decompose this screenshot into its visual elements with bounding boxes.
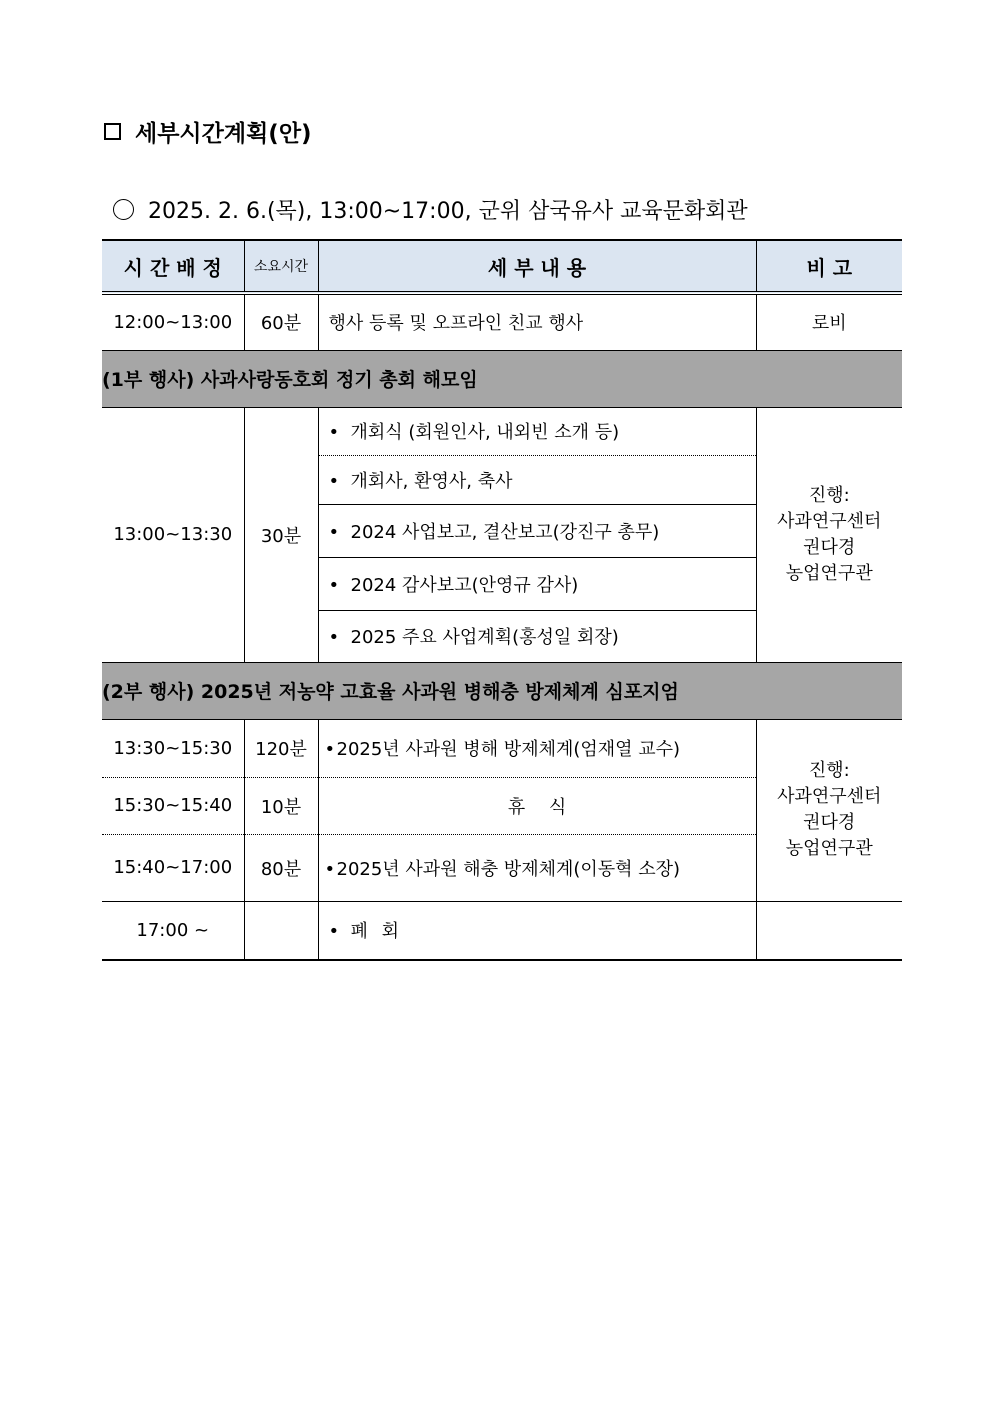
bullet-icon: • xyxy=(328,470,340,492)
note-line: 진행: xyxy=(808,484,850,506)
bullet-icon: • xyxy=(324,739,336,760)
agenda-item: 개회식 (회원인사, 내외빈 소개 등) xyxy=(350,422,620,443)
duration-cell xyxy=(244,901,318,960)
header-time: 시 간 배 정 xyxy=(102,240,244,293)
note-cell xyxy=(756,719,902,901)
agenda-item: 개회사, 환영사, 축사 xyxy=(350,470,513,492)
note-line: 농업연구관 xyxy=(785,562,873,584)
note-cell xyxy=(756,407,902,662)
agenda-item: 2024 감사보고(안영규 감사) xyxy=(350,574,579,596)
duration-cell: 120분 xyxy=(244,719,318,777)
table-row xyxy=(102,407,902,455)
section-row-part2 xyxy=(102,662,902,719)
content-cell: 휴 식 xyxy=(318,777,756,834)
table-row xyxy=(102,293,902,350)
section-title: (2부 행사) 2025년 저농약 고효율 사과원 병해충 방제체계 심포지엄 xyxy=(102,662,902,719)
session-title: 2025년 사과원 해충 방제체계(이동혁 소장) xyxy=(336,858,681,880)
section-row-part1 xyxy=(102,350,902,407)
content-cell xyxy=(318,407,756,455)
table-row xyxy=(102,719,902,777)
note-cell xyxy=(756,901,902,960)
bullet-icon: • xyxy=(328,627,340,648)
content-cell xyxy=(318,719,756,777)
bullet-icon: • xyxy=(328,921,340,943)
time-cell: 15:40~17:00 xyxy=(102,834,244,901)
heading-text: 세부시간계획(안) xyxy=(135,120,312,147)
time-cell: 13:30~15:30 xyxy=(102,719,244,777)
note-line: 사과연구센터 xyxy=(777,510,882,532)
circle-bullet-icon xyxy=(113,199,134,220)
content-cell xyxy=(318,901,756,960)
header-duration: 소요시간 xyxy=(244,240,318,293)
bullet-icon: • xyxy=(328,574,340,596)
closing-text: 폐 회 xyxy=(350,921,399,943)
content-cell xyxy=(318,504,756,557)
section-heading xyxy=(104,113,312,149)
note-cell: 로비 xyxy=(756,293,902,350)
time-cell: 12:00~13:00 xyxy=(102,293,244,350)
event-info-line xyxy=(113,192,748,226)
agenda-item: 2024 사업보고, 결산보고(강진구 총무) xyxy=(350,521,660,543)
duration-cell: 30분 xyxy=(244,407,318,662)
bullet-icon: • xyxy=(324,858,336,880)
content-cell: 행사 등록 및 오프라인 친교 행사 xyxy=(318,293,756,350)
header-note: 비 고 xyxy=(756,240,902,293)
bullet-icon: • xyxy=(328,521,340,543)
content-cell xyxy=(318,610,756,662)
time-cell: 17:00 ~ xyxy=(102,901,244,960)
table-row xyxy=(102,901,902,960)
content-cell xyxy=(318,834,756,901)
note-line: 사과연구센터 xyxy=(777,786,882,807)
content-cell xyxy=(318,557,756,610)
note-line: 권다경 xyxy=(803,536,856,558)
event-info-text: 2025. 2. 6.(목), 13:00~17:00, 군위 삼국유사 교육문화회관 xyxy=(148,198,748,224)
header-content: 세 부 내 용 xyxy=(318,240,756,293)
table-header-row xyxy=(102,240,902,293)
session-title: 2025년 사과원 병해 방제체계(엄재열 교수) xyxy=(336,739,681,760)
note-line: 권다경 xyxy=(803,812,856,833)
bullet-icon: • xyxy=(328,422,340,443)
duration-cell: 60분 xyxy=(244,293,318,350)
duration-cell: 80분 xyxy=(244,834,318,901)
note-line: 진행: xyxy=(808,760,850,781)
content-cell xyxy=(318,455,756,504)
agenda-item: 2025 주요 사업계획(홍성일 회장) xyxy=(350,627,619,648)
time-cell: 15:30~15:40 xyxy=(102,777,244,834)
note-line: 농업연구관 xyxy=(785,838,873,859)
duration-cell: 10분 xyxy=(244,777,318,834)
time-cell: 13:00~13:30 xyxy=(102,407,244,662)
checkbox-square-icon xyxy=(104,123,121,140)
schedule-table xyxy=(102,239,902,961)
section-title: (1부 행사) 사과사랑동호회 정기 총회 해모임 xyxy=(102,350,902,407)
